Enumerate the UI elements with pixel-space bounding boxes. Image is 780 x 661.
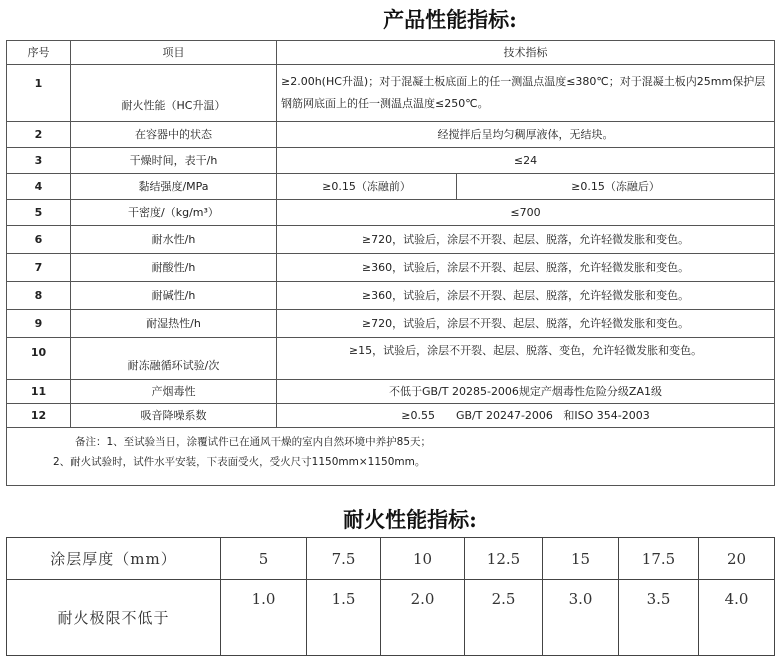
table-row [7, 148, 775, 174]
limit-cell: 3.0 [543, 580, 619, 656]
row-requirement: ≥2.00h(HC升温)；对于混凝土板底面上的任一测温点温度≤380℃；对于混凝土板内25mm保护层钢筋网底面上的任一测温点温度≤250℃。 [277, 65, 775, 122]
table-row [7, 226, 775, 254]
row-no: 4 [7, 174, 71, 200]
table-row [7, 174, 775, 200]
row-no: 8 [7, 282, 71, 310]
row-no: 9 [7, 310, 71, 338]
table-row [7, 404, 775, 428]
row-requirement: ≤700 [277, 200, 775, 226]
limit-row [7, 580, 775, 656]
thickness-cell: 20 [699, 538, 775, 580]
table-row [7, 282, 775, 310]
table-row [7, 65, 775, 122]
row-item: 耐冻融循环试验/次 [71, 338, 277, 380]
row-no: 10 [7, 338, 71, 380]
row-item: 耐酸性/h [71, 254, 277, 282]
limit-cell: 1.5 [307, 580, 381, 656]
note-line-2: 2、耐火试验时，试件水平安装，下表面受火，受火尺寸1150mm×1150mm。 [53, 456, 426, 468]
row-item: 干燥时间，表干/h [71, 148, 277, 174]
notes-row [7, 428, 775, 486]
row-item: 黏结强度/MPa [71, 174, 277, 200]
fire-section-title: 耐火性能指标: [343, 507, 477, 532]
row-requirement: ≥720，试验后，涂层不开裂、起层、脱落，允许轻微发胀和变色。 [277, 226, 775, 254]
fire-resistance-table [6, 537, 775, 656]
row-no: 6 [7, 226, 71, 254]
row-requirement: ≥360，试验后，涂层不开裂、起层、脱落，允许轻微发胀和变色。 [277, 282, 775, 310]
note-line-1: 备注：1、至试验当日，涂覆试件已在通风干燥的室内自然环境中养护85天； [75, 436, 432, 448]
thickness-label: 涂层厚度（mm） [7, 538, 221, 580]
table-row [7, 310, 775, 338]
row-requirement: ≥360，试验后，涂层不开裂、起层、脱落，允许轻微发胀和变色。 [277, 254, 775, 282]
row-no: 1 [7, 65, 71, 122]
header-item: 项目 [71, 41, 277, 65]
row-requirement: ≤24 [277, 148, 775, 174]
notes [7, 428, 775, 486]
row-item: 干密度/（kg/m³） [71, 200, 277, 226]
limit-cell: 2.5 [465, 580, 543, 656]
page-title: 产品性能指标: [383, 7, 517, 32]
row-requirement: ≥15，试验后，涂层不开裂、起层、脱落、变色，允许轻微发胀和变色。 [277, 338, 775, 380]
table-header-row [7, 41, 775, 65]
row-item: 吸音降噪系数 [71, 404, 277, 428]
row-item: 耐火性能（HC升温） [71, 65, 277, 122]
row-requirement: 不低于GB/T 20285-2006规定产烟毒性危险分级ZA1级 [277, 380, 775, 404]
header-no: 序号 [7, 41, 71, 65]
table-row [7, 338, 775, 380]
table-row [7, 380, 775, 404]
thickness-cell: 7.5 [307, 538, 381, 580]
row-item: 在容器中的状态 [71, 122, 277, 148]
limit-cell: 1.0 [221, 580, 307, 656]
row-item: 产烟毒性 [71, 380, 277, 404]
row-item: 耐水性/h [71, 226, 277, 254]
row-requirement: ≥720，试验后，涂层不开裂、起层、脱落，允许轻微发胀和变色。 [277, 310, 775, 338]
thickness-row [7, 538, 775, 580]
row-no: 12 [7, 404, 71, 428]
spec-table [6, 40, 775, 486]
limit-cell: 2.0 [381, 580, 465, 656]
row-no: 2 [7, 122, 71, 148]
table-row [7, 122, 775, 148]
thickness-cell: 15 [543, 538, 619, 580]
row-no: 3 [7, 148, 71, 174]
limit-cell: 4.0 [699, 580, 775, 656]
row-item: 耐湿热性/h [71, 310, 277, 338]
limit-label: 耐火极限不低于 [7, 580, 221, 656]
row-no: 7 [7, 254, 71, 282]
row-no: 5 [7, 200, 71, 226]
thickness-cell: 17.5 [619, 538, 699, 580]
thickness-cell: 5 [221, 538, 307, 580]
row-requirement: 经搅拌后呈均匀稠厚液体，无结块。 [277, 122, 775, 148]
limit-cell: 3.5 [619, 580, 699, 656]
thickness-cell: 10 [381, 538, 465, 580]
row-requirement-before: ≥0.15（冻融前） [277, 174, 457, 200]
row-item: 耐碱性/h [71, 282, 277, 310]
table-row [7, 254, 775, 282]
row-no: 11 [7, 380, 71, 404]
thickness-cell: 12.5 [465, 538, 543, 580]
table-row [7, 200, 775, 226]
row-requirement-after: ≥0.15（冻融后） [457, 174, 775, 200]
header-requirement: 技术指标 [277, 41, 775, 65]
row-requirement: ≥0.55 GB/T 20247-2006 和ISO 354-2003 [277, 404, 775, 428]
